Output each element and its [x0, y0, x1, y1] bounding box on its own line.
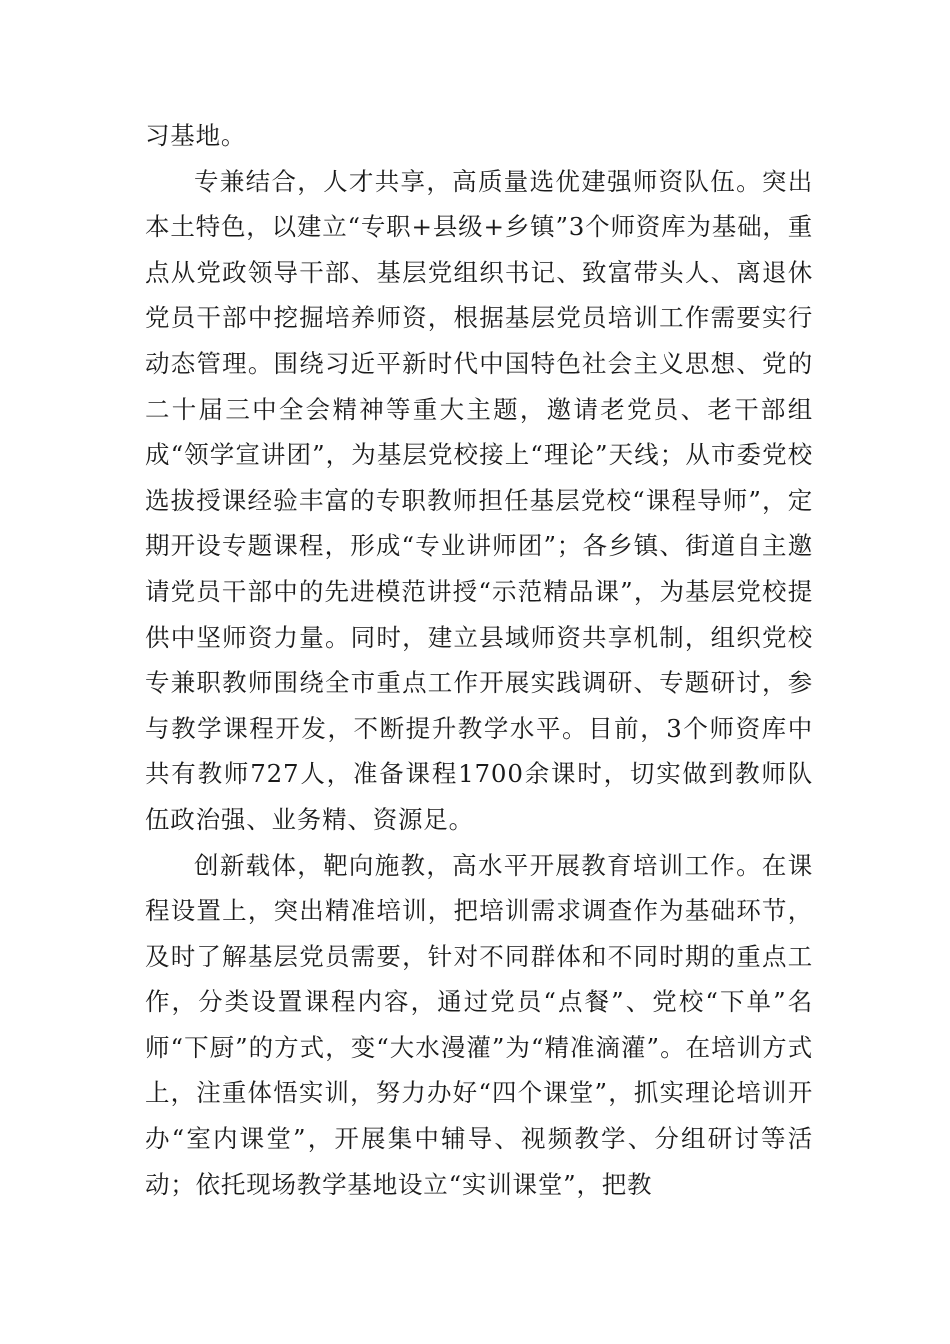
document-body	[145, 113, 813, 1207]
paragraph-training-work: 创新载体，靶向施教，高水平开展教育培训工作。在课程设置上，突出精准培训，把培训需求调查作为基础环节，及时了解基层党员需要，针对不同群体和不同时期的重点工作，分类设置课程内容，通过党员“点餐”、党校“下单”名师“下厨”的方式，变“大水漫灌”为“精准滴灌”。在培训方式上，注重体悟实训，努力办好“四个课堂”，抓实理论培训开办“室内课堂”，开展集中辅导、视频教学、分组研讨等活动；依托现场教学基地设立“实训课堂”，把教	[145, 850, 813, 1199]
paragraph-faculty-team: 专兼结合，人才共享，高质量选优建强师资队伍。突出本土特色，以建立“专职+县级+乡镇”3个师资库为基础，重点从党政领导干部、基层党组织书记、致富带头人、离退休党员干部中挖掘培养师资，根据基层党员培训工作需要实行动态管理。围绕习近平新时代中国特色社会主义思想、党的二十届三中全会精神等重大主题，邀请老党员、老干部组成“领学宣讲团”，为基层党校接上“理论”天线；从市委党校选拔授课经验丰富的专职教师担任基层党校“课程导师”，定期开设专题课程，形成“专业讲师团”；各乡镇、街道自主邀请党员干部中的先进模范讲授“示范精品课”，为基层党校提供中坚师资力量。同时，建立县域师资共享机制，组织党校专兼职教师围绕全市重点工作开展实践调研、专题研讨，参与教学课程开发，不断提升教学水平。目前，3个师资库中共有教师727人，准备课程1700余课时，切实做到教师队伍政治强、业务精、资源足。	[145, 166, 813, 834]
paragraph-continuation: 习基地。	[145, 121, 247, 150]
